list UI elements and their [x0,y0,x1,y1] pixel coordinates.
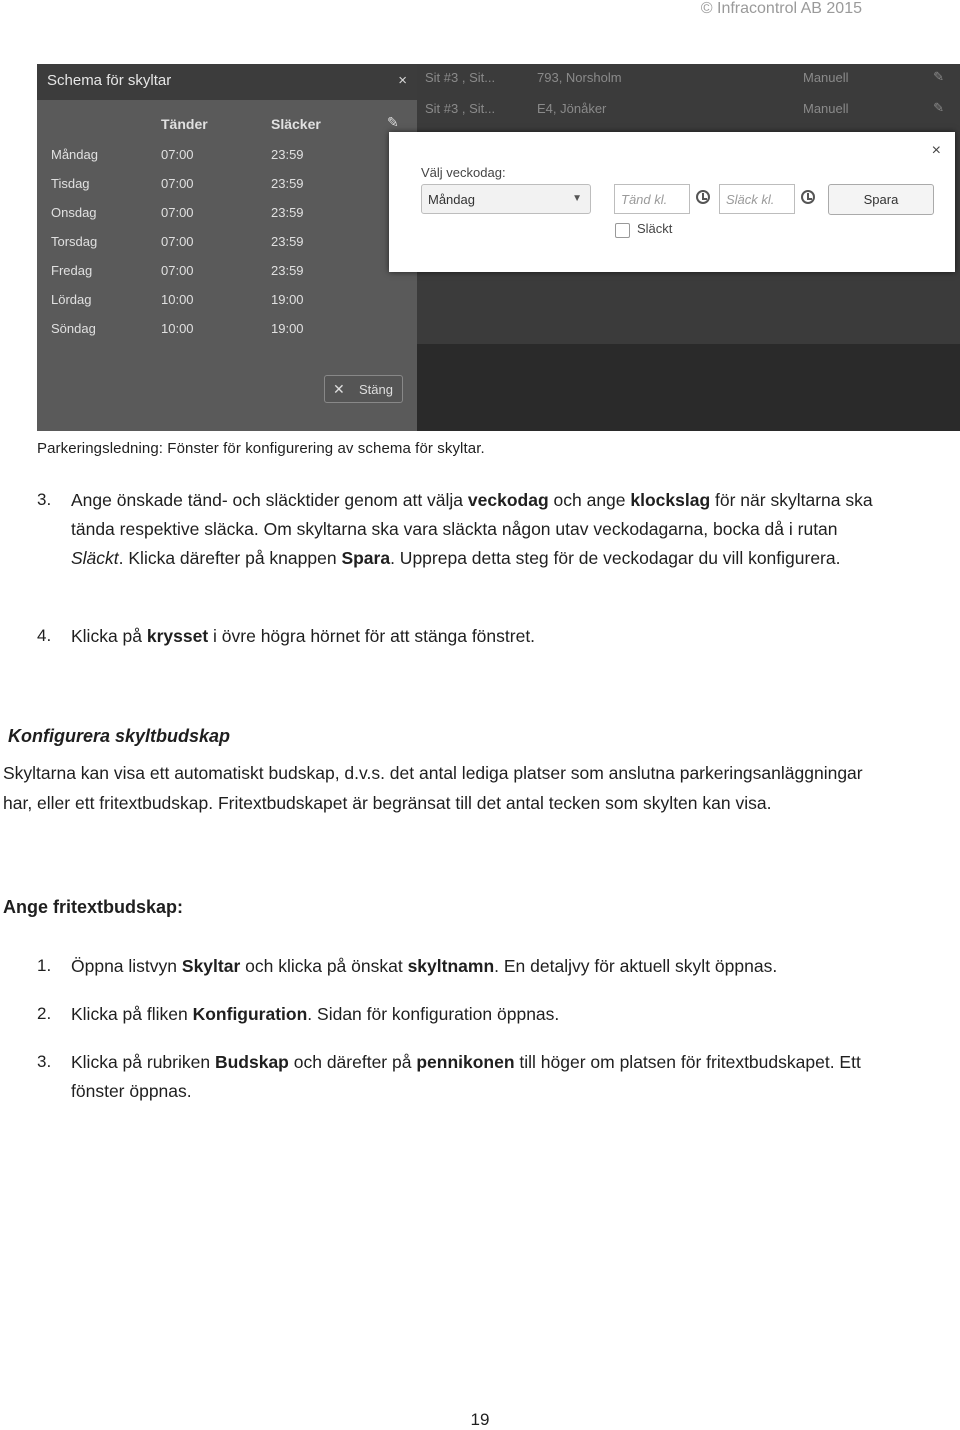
step-text [71,622,891,651]
column-header-off: Släcker [271,116,321,132]
bold-term: skyltnamn [407,956,495,976]
step-number: 3. [37,490,52,509]
schedule-day: Lördag [51,292,92,307]
background-area [417,344,960,431]
weekday-dialog [389,132,955,272]
off-time-placeholder: Släck kl. [726,192,775,207]
column-header-on: Tänder [161,116,208,132]
bold-term: Spara [341,548,391,568]
schedule-day: Måndag [51,147,98,162]
panel-close-icon[interactable]: × [398,72,407,89]
schedule-off-time: 19:00 [271,321,304,336]
schedule-off-time: 23:59 [271,176,304,191]
schedule-day: Torsdag [51,234,98,249]
text-run: och ange [548,490,631,510]
row-mode: Manuell [803,70,849,85]
row-location: E4, Jönåker [537,101,607,116]
step-text [71,1000,891,1029]
text-run: och klicka på önskat [240,956,408,976]
dialog-close-icon[interactable]: × [931,142,941,159]
schedule-day: Fredag [51,263,93,278]
page-number: 19 [470,1410,490,1429]
row-mode: Manuell [803,101,849,116]
text-run: för när skyltarna ska tända respektive släcka. Om skyltarna ska vara släckta någon utav veckodagarna, bocka då i rutan [71,490,873,539]
pencil-icon[interactable]: ✎ [933,100,944,115]
text-run: . Klicka därefter på knappen [118,548,342,568]
on-time-placeholder: Tänd kl. [621,192,668,207]
bold-term: krysset [146,626,209,646]
text-run: till höger om platsen för fritextbudskapet. Ett fönster öppnas. [71,1052,861,1101]
schedule-screenshot [37,64,960,431]
background-table-row [417,95,960,126]
off-checkbox[interactable] [615,223,630,238]
step-number: 4. [37,626,52,645]
text-run: Klicka på rubriken [71,1052,215,1072]
bold-term: klockslag [630,490,711,510]
schedule-on-time: 07:00 [161,263,194,278]
panel-title: Schema för skyltar [47,72,172,89]
row-name: Sit #3 , Sit... [425,70,496,85]
background-table-row [417,64,960,95]
figure-caption: Parkeringsledning: Fönster för konfigurering av schema för skyltar. [37,440,485,457]
step-number: 3. [37,1052,52,1071]
close-button-label: Stäng [359,382,393,397]
schedule-on-time: 07:00 [161,205,194,220]
step-number: 2. [37,1004,52,1023]
schedule-off-time: 23:59 [271,147,304,162]
bold-term: Budskap [214,1052,289,1072]
schedule-off-time: 23:59 [271,234,304,249]
schedule-off-time: 19:00 [271,292,304,307]
schedule-day: Söndag [51,321,96,336]
close-icon: ✕ [333,381,345,397]
schedule-off-time: 23:59 [271,263,304,278]
schedule-day: Onsdag [51,205,97,220]
schedule-on-time: 10:00 [161,321,194,336]
italic-term: Släckt [71,548,119,568]
bold-term: Skyltar [181,956,241,976]
pencil-icon[interactable]: ✎ [933,69,944,84]
clock-icon[interactable] [696,190,710,204]
row-location: 793, Norsholm [537,70,622,85]
text-run: . En detaljvy för aktuell skylt öppnas. [494,956,778,976]
text-run: i övre högra hörnet för att stänga fönstret. [208,626,536,646]
sub-heading: Ange fritextbudskap: [3,897,184,917]
section-heading: Konfigurera skyltbudskap [8,726,231,746]
weekday-label: Välj veckodag: [421,165,506,180]
weekday-select[interactable] [421,184,591,214]
schedule-on-time: 07:00 [161,234,194,249]
off-time-input[interactable] [719,184,795,214]
text-run: Öppna listvyn [71,956,182,976]
text-run: . Upprepa detta steg för de veckodagar du vill konfigurera. [390,548,841,568]
text-run: . Sidan för konfiguration öppnas. [307,1004,560,1024]
bold-term: pennikonen [416,1052,515,1072]
copyright-notice: © Infracontrol AB 2015 [700,0,862,17]
step-text [71,1048,891,1106]
step-text [71,486,891,573]
bold-term: Konfiguration [192,1004,308,1024]
schedule-panel [37,64,417,431]
on-time-input[interactable] [614,184,690,214]
text-run: Klicka på [71,626,147,646]
text-run: Ange önskade tänd- och släcktider genom att välja [71,490,468,510]
step-number: 1. [37,956,52,975]
weekday-select-value: Måndag [428,192,475,207]
chevron-down-icon: ▼ [572,193,582,204]
pencil-icon[interactable]: ✎ [387,114,399,130]
bold-term: veckodag [467,490,549,510]
schedule-on-time: 07:00 [161,147,194,162]
text-run: och därefter på [288,1052,417,1072]
schedule-on-time: 07:00 [161,176,194,191]
text-run: Klicka på fliken [71,1004,193,1024]
section-body: Skyltarna kan visa ett automatiskt budskap, d.v.s. det antal lediga platser som anslutna parkeringsanläggningar har, eller ett fritextbudskap. Fritextbudskapet är begränsat till det antal tecken som skylten kan visa. [3,763,863,813]
step-text [71,952,891,981]
off-checkbox-label: Släckt [637,221,673,236]
save-button[interactable]: Spara [828,184,934,215]
schedule-day: Tisdag [51,176,90,191]
schedule-on-time: 10:00 [161,292,194,307]
panel-header [37,64,417,100]
clock-icon[interactable] [801,190,815,204]
close-button[interactable] [324,375,403,403]
schedule-off-time: 23:59 [271,205,304,220]
row-name: Sit #3 , Sit... [425,101,496,116]
